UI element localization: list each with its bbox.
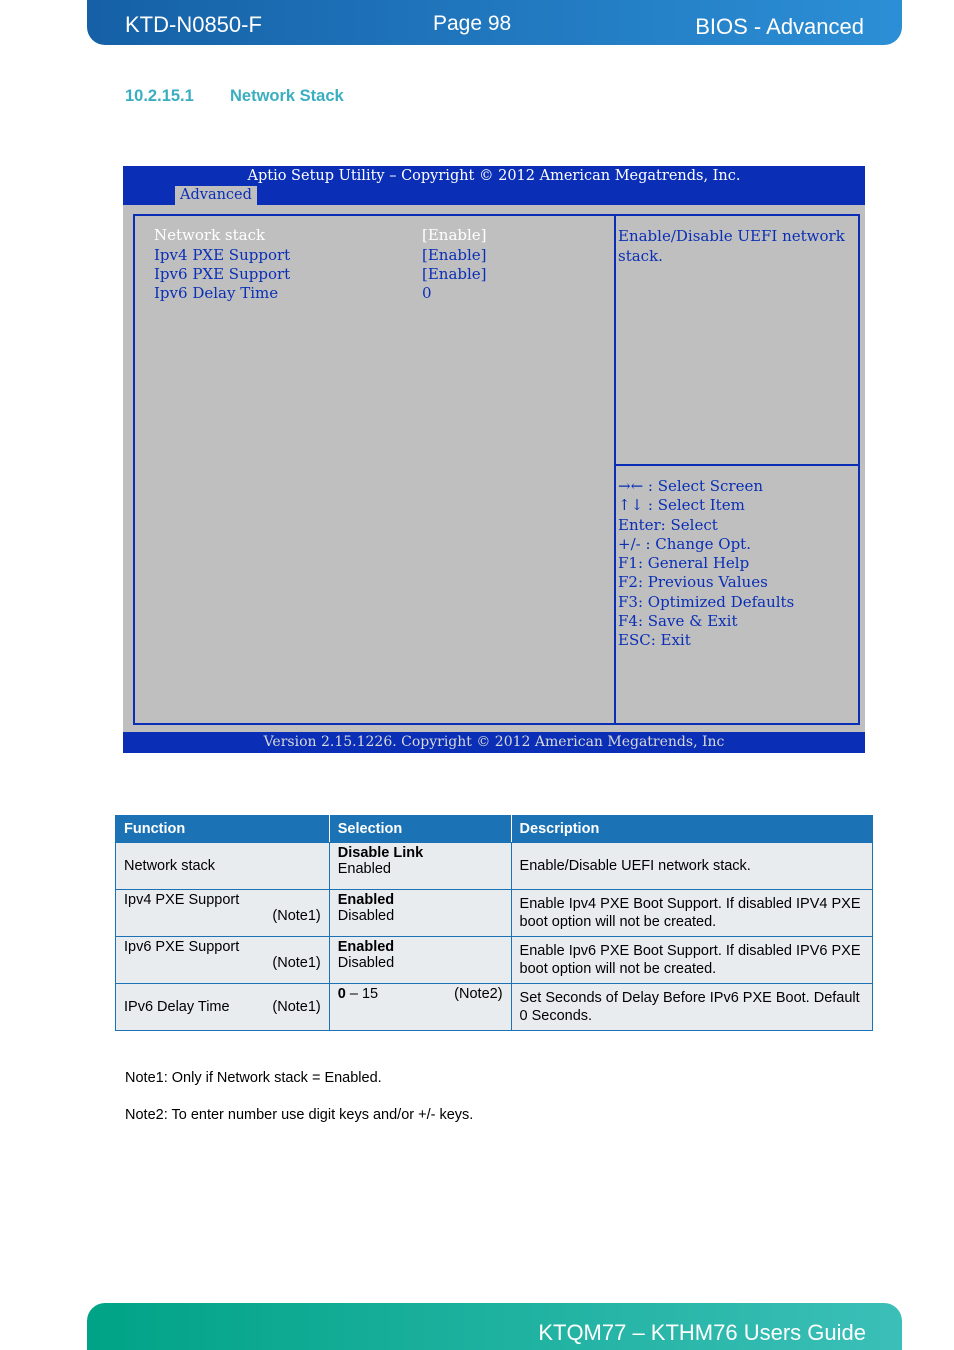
bios-divider-horizontal — [616, 464, 860, 466]
selection-note: (Note2) — [454, 986, 503, 1002]
cell-selection — [329, 984, 511, 1031]
header-description: Description — [511, 816, 872, 843]
cell-function — [116, 890, 330, 937]
cell-selection — [329, 937, 511, 984]
cell-function — [116, 843, 330, 890]
note-1: Note1: Only if Network stack = Enabled. — [125, 1070, 382, 1086]
section-title-text: Network Stack — [230, 87, 344, 105]
function-label: Network stack — [124, 858, 216, 874]
cell-description: Set Seconds of Delay Before IPv6 PXE Boot. Default 0 Seconds. — [511, 984, 872, 1031]
key-f4: F4: Save & Exit — [618, 612, 738, 631]
bios-title-bar — [123, 166, 865, 205]
cell-function — [116, 984, 330, 1031]
key-f3: F3: Optimized Defaults — [618, 592, 795, 611]
cell-description: Enable/Disable UEFI network stack. — [511, 843, 872, 890]
bios-help-text — [618, 226, 856, 266]
bios-item-ipv4-pxe[interactable]: Ipv4 PXE Support — [154, 246, 291, 264]
table-row — [116, 937, 873, 984]
key-f2: F2: Previous Values — [618, 573, 768, 592]
function-label: Ipv6 PXE Support — [124, 939, 240, 955]
section-heading — [125, 87, 344, 106]
bios-key-legend — [618, 477, 794, 651]
bios-screen — [123, 166, 865, 753]
function-line — [124, 999, 321, 1015]
selection-range: – 15 — [345, 986, 379, 1002]
bios-value-ipv6-delay[interactable]: 0 — [422, 284, 432, 302]
function-note: (Note1) — [272, 999, 321, 1015]
key-select-screen: →← : Select Screen — [618, 477, 764, 495]
page-footer — [87, 1303, 902, 1350]
key-select-item: ↑↓ : Select Item — [618, 496, 745, 515]
function-label: IPv6 Delay Time — [124, 999, 230, 1015]
key-enter: Enter: Select — [618, 515, 718, 534]
header-function: Function — [116, 816, 330, 843]
table-header-row — [116, 816, 873, 843]
key-esc: ESC: Exit — [618, 631, 691, 650]
table-row — [116, 843, 873, 890]
selection-other: Enabled — [337, 861, 391, 877]
note-2: Note2: To enter number use digit keys and/or +/- keys. — [125, 1107, 474, 1123]
selection-default: Enabled — [337, 939, 395, 955]
function-note: (Note1) — [272, 908, 321, 924]
cell-description: Enable Ipv4 PXE Boot Support. If disabled IPV4 PXE boot option will not be created. — [511, 890, 872, 937]
cell-function — [116, 937, 330, 984]
bios-version-bar: Version 2.15.1226. Copyright © 2012 American Megatrends, Inc — [123, 732, 865, 753]
bios-item-ipv6-delay[interactable]: Ipv6 Delay Time — [154, 284, 279, 302]
selection-other: Disabled — [337, 908, 395, 924]
document-id: KTD-N0850-F — [125, 12, 262, 37]
cell-selection — [329, 890, 511, 937]
bios-value-ipv4-pxe[interactable]: [Enable] — [422, 246, 487, 264]
header-selection: Selection — [329, 816, 511, 843]
selection-default: 0 — [337, 986, 346, 1002]
page-header — [87, 0, 902, 45]
key-change-opt: +/- : Change Opt. — [618, 534, 751, 553]
selection-default: Disable Link — [337, 845, 424, 861]
bios-item-ipv6-pxe[interactable]: Ipv6 PXE Support — [154, 265, 291, 283]
bios-tab-advanced[interactable]: Advanced — [175, 186, 257, 205]
table-row — [116, 984, 873, 1031]
selection-line — [338, 986, 503, 1002]
function-label: Ipv4 PXE Support — [124, 892, 240, 908]
table-row — [116, 890, 873, 937]
section-number: 10.2.15.1 — [125, 87, 194, 105]
selection-default: Enabled — [337, 892, 395, 908]
bios-item-network-stack[interactable]: Network stack — [154, 226, 266, 244]
bios-divider-vertical — [614, 214, 616, 725]
cell-selection — [329, 843, 511, 890]
cell-description: Enable Ipv6 PXE Boot Support. If disabled IPV6 PXE boot option will not be created. — [511, 937, 872, 984]
bios-value-network-stack[interactable]: [Enable] — [422, 226, 487, 244]
bios-help-line: stack. — [618, 247, 663, 265]
function-table — [115, 815, 873, 1031]
bios-value-ipv6-pxe[interactable]: [Enable] — [422, 265, 487, 283]
guide-title: KTQM77 – KTHM76 Users Guide — [538, 1320, 866, 1345]
section-name: BIOS - Advanced — [695, 14, 864, 39]
bios-help-line: Enable/Disable UEFI network — [618, 227, 845, 245]
key-f1: F1: General Help — [618, 554, 750, 573]
selection-other: Disabled — [337, 955, 395, 971]
bios-title: Aptio Setup Utility – Copyright © 2012 American Megatrends, Inc. — [247, 168, 741, 184]
function-note: (Note1) — [272, 955, 321, 971]
page-number: Page 98 — [433, 12, 512, 35]
